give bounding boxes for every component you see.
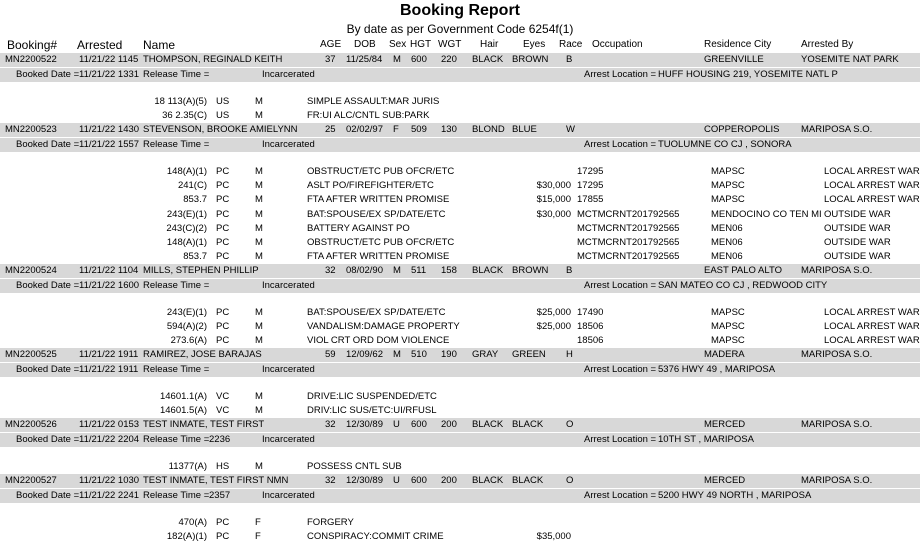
charge-type: VC (216, 391, 230, 402)
weight-value: 200 (441, 419, 457, 430)
charge-row (0, 109, 920, 123)
charge-code: 36 2.35(C) (162, 110, 207, 122)
arrested-datetime: 11/21/22 1104 (79, 265, 139, 276)
residence-city-value: MADERA (704, 349, 745, 360)
dob-value: 08/02/90 (346, 265, 383, 276)
charge-type: PC (216, 321, 230, 333)
charge-disposition: LOCAL ARREST WAR (824, 194, 920, 206)
charge-code: 594(A)(2) (166, 321, 207, 333)
arrested-datetime: 11/21/22 1030 (79, 475, 140, 486)
arrest-location-label: Arrest Location = (584, 490, 657, 501)
height-value: 511 (411, 265, 427, 276)
charge-warrant: 17855 (577, 194, 604, 206)
charge-code: 241(C) (177, 180, 207, 192)
charge-row (0, 193, 920, 207)
release-time-label: Release Time = (143, 69, 210, 80)
person-name: MILLS, STEPHEN PHILLIP (143, 265, 259, 276)
charge-row (0, 165, 920, 179)
arrested-by-value: MARIPOSA S.O. (801, 265, 873, 276)
booked-date-label: Booked Date = (16, 139, 80, 150)
charge-type: HS (216, 461, 230, 472)
charge-description: VIOL CRT ORD DOM VIOLENCE (307, 335, 450, 347)
height-value: 509 (411, 124, 427, 135)
charge-bail: $30,000 (536, 208, 571, 220)
record-secondary-row (0, 68, 920, 82)
charge-type: PC (216, 517, 230, 528)
hair-value: BLACK (472, 419, 504, 430)
header-sex: Sex (389, 39, 407, 50)
record-primary-row (0, 418, 920, 432)
booking-number: MN2200523 (5, 124, 57, 135)
dob-value: 12/30/89 (346, 475, 383, 486)
hair-value: GRAY (472, 349, 499, 360)
charge-level: M (255, 307, 263, 318)
charge-type: PC (216, 208, 230, 220)
charge-level: M (255, 405, 263, 417)
charge-description: ASLT PO/FIREFIGHTER/ETC (307, 180, 434, 192)
arrest-location-value: 5376 HWY 49 , MARIPOSA (658, 364, 776, 375)
charge-level: F (255, 517, 261, 528)
arrested-datetime: 11/21/22 1145 (79, 54, 139, 65)
charge-disposition: LOCAL ARREST WAR (824, 307, 920, 318)
charge-code: 243(C)(2) (166, 222, 207, 234)
arrested-datetime: 11/21/22 1911 (79, 349, 139, 360)
booking-number: MN2200522 (5, 54, 57, 65)
sex-value: M (393, 349, 401, 360)
charge-warrant: MCTMCRNT201792565 (577, 251, 680, 263)
residence-city-value: GREENVILLE (704, 54, 764, 65)
charge-bail: $25,000 (536, 307, 571, 318)
race-value: O (566, 475, 574, 486)
age-value: 59 (325, 349, 336, 360)
charge-level: M (255, 180, 263, 192)
record-primary-row (0, 348, 920, 362)
dob-value: 12/09/62 (346, 349, 383, 360)
header-hgt: HGT (410, 39, 432, 50)
charge-description: SIMPLE ASSAULT:MAR JURIS (307, 96, 440, 107)
charge-description: BATTERY AGAINST PO (307, 222, 410, 234)
record-secondary-row (0, 138, 920, 152)
charge-level: M (255, 166, 263, 177)
charge-code: 148(A)(1) (166, 166, 207, 177)
record-primary-row (0, 53, 920, 67)
header-wgt: WGT (438, 39, 462, 50)
record-primary-row (0, 474, 920, 488)
charge-code: 148(A)(1) (166, 237, 207, 248)
sex-value: M (393, 54, 401, 65)
header-residence-city: Residence City (704, 39, 772, 50)
race-value: O (566, 419, 574, 430)
charge-disposition: LOCAL ARREST WAR (824, 180, 920, 192)
charge-code: 11377(A) (168, 461, 207, 472)
age-value: 37 (325, 54, 336, 65)
header-eyes: Eyes (523, 39, 546, 50)
charge-level: M (255, 96, 263, 107)
residence-city-value: MERCED (704, 475, 746, 486)
record-secondary-row (0, 489, 920, 503)
arrest-location-label: Arrest Location = (584, 280, 657, 291)
charge-court: MAPSC (711, 194, 745, 206)
arrest-location-value: 10TH ST , MARIPOSA (658, 434, 754, 445)
charge-description: OBSTRUCT/ETC PUB OFCR/ETC (307, 237, 455, 248)
height-value: 600 (411, 54, 427, 65)
charge-row (0, 530, 920, 544)
booking-number: MN2200524 (5, 265, 57, 276)
sex-value: M (393, 265, 401, 276)
age-value: 25 (325, 124, 336, 135)
booking-number: MN2200527 (5, 475, 57, 486)
header-arrested-by: Arrested By (801, 39, 854, 50)
charge-type: PC (216, 251, 230, 263)
charge-warrant: 18506 (577, 321, 604, 333)
weight-value: 190 (441, 349, 457, 360)
charge-description: DRIVE:LIC SUSPENDED/ETC (307, 391, 437, 402)
person-name: THOMPSON, REGINALD KEITH (143, 54, 283, 65)
sex-value: U (393, 475, 400, 486)
charge-disposition: OUTSIDE WAR (824, 237, 891, 248)
residence-city-value: COPPEROPOLIS (704, 124, 780, 135)
header-arrested: Arrested (77, 38, 123, 52)
charge-description: VANDALISM:DAMAGE PROPERTY (307, 321, 460, 333)
charge-row (0, 516, 920, 530)
eyes-value: BROWN (512, 265, 549, 276)
charge-description: POSSESS CNTL SUB (307, 461, 402, 472)
record-secondary-row (0, 433, 920, 447)
booked-date-value: 11/21/22 2241 (79, 490, 140, 501)
arrest-location-value: SAN MATEO CO CJ , REDWOOD CITY (658, 280, 828, 291)
charge-warrant: 17295 (577, 180, 604, 192)
charge-row (0, 208, 920, 222)
header-booking: Booking# (7, 38, 58, 52)
charge-description: FR:UI ALC/CNTL SUB:PARK (307, 110, 430, 122)
charge-court: MAPSC (711, 321, 745, 333)
eyes-value: GREEN (512, 349, 546, 360)
custody-status: Incarcerated (262, 434, 315, 445)
booked-date-label: Booked Date = (16, 69, 80, 80)
charge-description: BAT:SPOUSE/EX SP/DATE/ETC (307, 208, 446, 220)
booked-date-value: 11/21/22 1557 (79, 139, 140, 150)
booked-date-label: Booked Date = (16, 434, 80, 445)
charge-disposition: OUTSIDE WAR (824, 222, 891, 234)
custody-status: Incarcerated (262, 364, 315, 375)
release-time-value: 2357 (209, 490, 231, 501)
charge-type: PC (216, 194, 230, 206)
charge-type: PC (216, 335, 230, 347)
charge-row (0, 390, 920, 404)
header-hair: Hair (480, 39, 499, 50)
person-name: STEVENSON, BROOKE AMIELYNN (143, 124, 298, 135)
charge-code: 853.7 (183, 194, 207, 206)
charge-type: PC (216, 222, 230, 234)
eyes-value: BLACK (512, 419, 544, 430)
charge-bail: $25,000 (536, 321, 571, 333)
charge-level: M (255, 222, 263, 234)
charge-court: MAPSC (711, 180, 745, 192)
charge-type: PC (216, 166, 230, 177)
arrested-by-value: YOSEMITE NAT PARK (801, 54, 899, 65)
person-name: RAMIREZ, JOSE BARAJAS (143, 349, 262, 360)
record-primary-row (0, 264, 920, 278)
release-time-label: Release Time = (143, 490, 210, 501)
charge-level: M (255, 461, 263, 472)
charge-description: FORGERY (307, 517, 354, 528)
booked-date-label: Booked Date = (16, 280, 80, 291)
header-dob: DOB (354, 39, 376, 50)
sex-value: F (393, 124, 399, 135)
custody-status: Incarcerated (262, 490, 315, 501)
booked-date-value: 11/21/22 1911 (79, 364, 139, 375)
charge-level: M (255, 194, 263, 206)
charge-row (0, 334, 920, 348)
charge-code: 243(E)(1) (166, 208, 207, 220)
charge-type: US (216, 110, 230, 122)
charge-bail: $35,000 (536, 531, 571, 543)
charge-type: US (216, 96, 230, 107)
charge-disposition: LOCAL ARREST WAR (824, 335, 920, 347)
charge-court: MAPSC (711, 307, 745, 318)
charge-code: 470(A) (178, 517, 207, 528)
arrested-by-value: MARIPOSA S.O. (801, 419, 873, 430)
weight-value: 220 (441, 54, 457, 65)
arrest-location-value: TUOLUMNE CO CJ , SONORA (658, 139, 792, 150)
charge-description: FTA AFTER WRITTEN PROMISE (307, 194, 450, 206)
dob-value: 11/25/84 (346, 54, 383, 65)
charge-row (0, 250, 920, 264)
age-value: 32 (325, 475, 336, 486)
charge-level: M (255, 321, 263, 333)
hair-value: BLACK (472, 54, 504, 65)
arrest-location-value: HUFF HOUSING 219, YOSEMITE NATL P (658, 69, 838, 80)
arrest-location-label: Arrest Location = (584, 434, 657, 445)
charge-description: CONSPIRACY:COMMIT CRIME (307, 531, 444, 543)
charge-court: MEN06 (711, 251, 743, 263)
header-age: AGE (320, 39, 342, 50)
person-name: TEST INMATE, TEST FIRST (143, 419, 265, 430)
charge-row (0, 95, 920, 109)
residence-city-value: EAST PALO ALTO (704, 265, 782, 276)
arrest-location-label: Arrest Location = (584, 364, 657, 375)
charge-type: PC (216, 531, 230, 543)
charge-warrant: MCTMCRNT201792565 (577, 208, 680, 220)
charge-row (0, 236, 920, 250)
charge-court: MENDOCINO CO TEN MI (711, 208, 822, 220)
charge-code: 18 113(A)(5) (154, 96, 207, 107)
person-name: TEST INMATE, TEST FIRST NMN (143, 475, 289, 486)
residence-city-value: MERCED (704, 419, 746, 430)
hair-value: BLACK (472, 475, 504, 486)
release-time-label: Release Time = (143, 280, 210, 291)
charge-level: M (255, 251, 263, 263)
charge-court: MAPSC (711, 166, 745, 177)
height-value: 600 (411, 475, 427, 486)
charge-warrant: 17295 (577, 166, 604, 177)
weight-value: 158 (441, 265, 457, 276)
weight-value: 130 (441, 124, 457, 135)
arrest-location-label: Arrest Location = (584, 139, 657, 150)
eyes-value: BROWN (512, 54, 549, 65)
report-subtitle: By date as per Government Code 6254f(1) (346, 22, 574, 36)
hair-value: BLACK (472, 265, 504, 276)
charge-court: MEN06 (711, 222, 743, 234)
booked-date-value: 11/21/22 1331 (79, 69, 140, 80)
charge-type: PC (216, 180, 230, 192)
arrested-datetime: 11/21/22 1430 (79, 124, 140, 135)
charge-row (0, 222, 920, 236)
charge-code: 14601.5(A) (159, 405, 207, 417)
release-time-label: Release Time = (143, 139, 210, 150)
dob-value: 12/30/89 (346, 419, 383, 430)
record-secondary-row (0, 363, 920, 377)
charge-description: OBSTRUCT/ETC PUB OFCR/ETC (307, 166, 455, 177)
custody-status: Incarcerated (262, 139, 315, 150)
record-secondary-row (0, 279, 920, 293)
arrested-by-value: MARIPOSA S.O. (801, 124, 873, 135)
booked-date-value: 11/21/22 1600 (79, 280, 140, 291)
booked-date-label: Booked Date = (16, 364, 80, 375)
arrested-datetime: 11/21/22 0153 (79, 419, 140, 430)
charge-row (0, 404, 920, 418)
charge-code: 853.7 (183, 251, 207, 263)
charge-level: M (255, 208, 263, 220)
booked-date-label: Booked Date = (16, 490, 80, 501)
charge-level: M (255, 391, 263, 402)
dob-value: 02/02/97 (346, 124, 383, 135)
race-value: B (566, 54, 573, 65)
race-value: W (566, 124, 575, 135)
charge-code: 182(A)(1) (166, 531, 207, 543)
release-time-value: 2236 (209, 434, 231, 445)
charge-code: 243(E)(1) (166, 307, 207, 318)
charge-disposition: OUTSIDE WAR (824, 251, 891, 263)
height-value: 510 (411, 349, 427, 360)
charge-type: PC (216, 307, 230, 318)
booking-number: MN2200526 (5, 419, 57, 430)
charge-warrant: 17490 (577, 307, 604, 318)
arrest-location-label: Arrest Location = (584, 69, 657, 80)
charge-type: PC (216, 237, 230, 248)
header-name: Name (143, 38, 176, 52)
charge-warrant: 18506 (577, 335, 604, 347)
charge-court: MEN06 (711, 237, 743, 248)
charge-description: DRIV:LIC SUS/ETC:UI/RFUSL (307, 405, 437, 417)
eyes-value: BLUE (512, 124, 537, 135)
booked-date-value: 11/21/22 2204 (79, 434, 140, 445)
charge-level: M (255, 110, 263, 122)
charge-disposition: LOCAL ARREST WAR (824, 321, 920, 333)
custody-status: Incarcerated (262, 69, 315, 80)
booking-number: MN2200525 (5, 349, 57, 360)
charge-level: F (255, 531, 261, 543)
charge-row (0, 306, 920, 320)
charge-level: M (255, 237, 263, 248)
header-race: Race (559, 39, 583, 50)
charge-warrant: MCTMCRNT201792565 (577, 222, 680, 234)
custody-status: Incarcerated (262, 280, 315, 291)
charge-disposition: OUTSIDE WAR (824, 208, 891, 220)
charge-bail: $30,000 (536, 180, 571, 192)
charge-description: FTA AFTER WRITTEN PROMISE (307, 251, 450, 263)
record-primary-row (0, 123, 920, 137)
eyes-value: BLACK (512, 475, 544, 486)
charge-description: BAT:SPOUSE/EX SP/DATE/ETC (307, 307, 446, 318)
charge-warrant: MCTMCRNT201792565 (577, 237, 680, 248)
charge-row (0, 320, 920, 334)
charge-row (0, 460, 920, 474)
charge-code: 273.6(A) (170, 335, 207, 347)
race-value: H (566, 349, 573, 360)
age-value: 32 (325, 419, 336, 430)
report-title: Booking Report (400, 2, 520, 19)
release-time-label: Release Time = (143, 434, 210, 445)
age-value: 32 (325, 265, 336, 276)
weight-value: 200 (441, 475, 457, 486)
release-time-label: Release Time = (143, 364, 210, 375)
charge-code: 14601.1(A) (159, 391, 207, 402)
charge-row (0, 179, 920, 193)
sex-value: U (393, 419, 400, 430)
race-value: B (566, 265, 573, 276)
header-occupation: Occupation (592, 39, 643, 50)
arrested-by-value: MARIPOSA S.O. (801, 475, 873, 486)
charge-disposition: LOCAL ARREST WAR (824, 166, 920, 177)
charge-type: VC (216, 405, 230, 417)
height-value: 600 (411, 419, 427, 430)
charge-court: MAPSC (711, 335, 745, 347)
hair-value: BLOND (472, 124, 505, 135)
charge-bail: $15,000 (536, 194, 571, 206)
charge-level: M (255, 335, 263, 347)
arrested-by-value: MARIPOSA S.O. (801, 349, 873, 360)
arrest-location-value: 5200 HWY 49 NORTH , MARIPOSA (658, 490, 812, 501)
